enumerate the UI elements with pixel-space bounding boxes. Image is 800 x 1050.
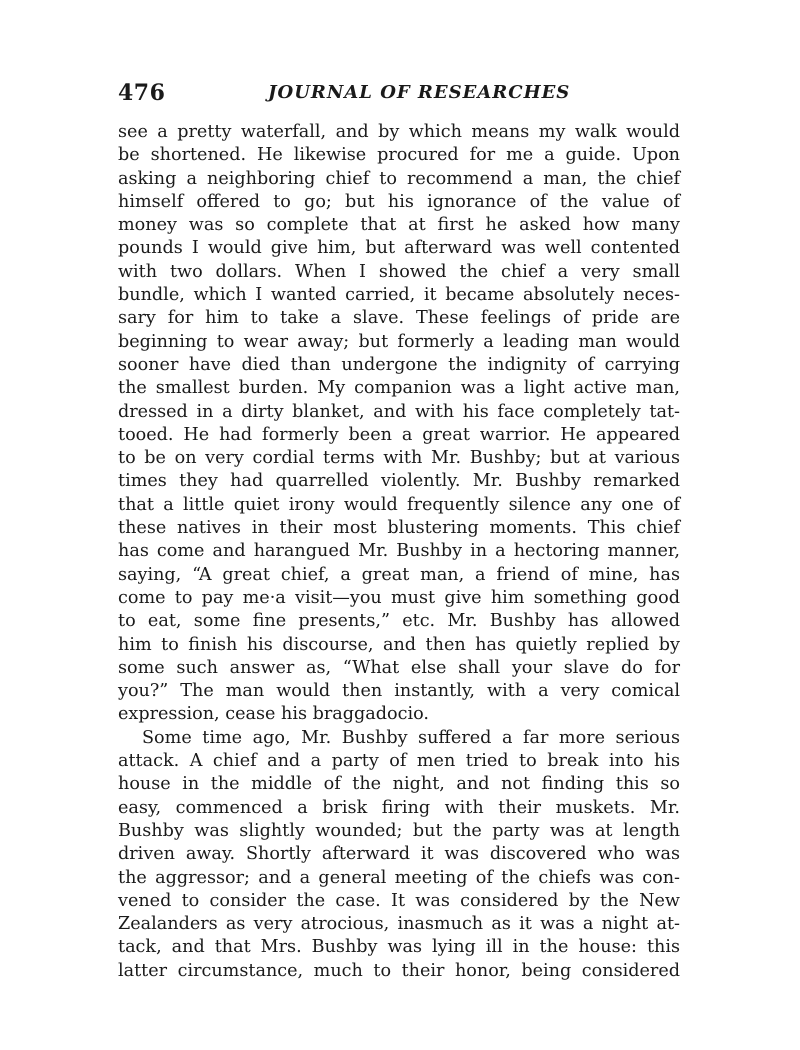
text-line: asking a neighboring chief to recommend a man, the chief bbox=[118, 168, 680, 189]
paragraph bbox=[118, 121, 680, 727]
text-line: Bushby was slightly wounded; but the party was at length bbox=[118, 820, 680, 841]
text-line: be shortened. He likewise procured for me a guide. Upon bbox=[118, 145, 680, 166]
text-line: sooner have died than undergone the indignity of carrying bbox=[118, 354, 680, 375]
text-line: Zealanders as very atrocious, inasmuch as it was a night at- bbox=[118, 914, 680, 935]
text-line: saying, “A great chief, a great man, a friend of mine, has bbox=[118, 564, 680, 585]
running-title: JOURNAL OF RESEARCHES bbox=[268, 82, 571, 103]
text-line: house in the middle of the night, and not finding this so bbox=[118, 774, 680, 795]
text-line: the aggressor; and a general meeting of the chiefs was con- bbox=[118, 867, 680, 888]
text-line: pounds I would give him, but afterward was well contented bbox=[118, 238, 680, 259]
text-line: these natives in their most blustering moments. This chief bbox=[118, 518, 680, 539]
text-line: money was so complete that at first he asked how many bbox=[118, 215, 680, 236]
text-line: you?” The man would then instantly, with a very comical bbox=[118, 681, 680, 702]
text-line: expression, cease his braggadocio. bbox=[118, 704, 429, 725]
text-line: latter circumstance, much to their honor, being considered bbox=[118, 960, 680, 981]
text-line: tooed. He had formerly been a great warrior. He appeared bbox=[118, 424, 680, 445]
text-line: himself offered to go; but his ignorance of the value of bbox=[118, 191, 680, 212]
text-line: dressed in a dirty blanket, and with his face completely tat- bbox=[118, 401, 680, 422]
text-line: come to pay me·a visit—you must give him something good bbox=[118, 587, 680, 608]
text-line: beginning to wear away; but formerly a leading man would bbox=[118, 331, 680, 352]
text-line: driven away. Shortly afterward it was discovered who was bbox=[118, 844, 680, 865]
text-line: tack, and that Mrs. Bushby was lying ill in the house: this bbox=[118, 937, 680, 958]
text-line: has come and harangued Mr. Bushby in a hectoring manner, bbox=[118, 541, 680, 562]
text-line: sary for him to take a slave. These feelings of pride are bbox=[118, 308, 680, 329]
paragraph bbox=[118, 727, 680, 983]
text-line: with two dollars. When I showed the chief a very small bbox=[118, 261, 680, 282]
body-text bbox=[118, 121, 680, 983]
text-line: attack. A chief and a party of men tried to break into his bbox=[118, 751, 680, 772]
page-number: 476 bbox=[118, 80, 166, 106]
text-line: easy, commenced a brisk firing with their muskets. Mr. bbox=[118, 797, 680, 818]
text-line: see a pretty waterfall, and by which means my walk would bbox=[118, 122, 680, 142]
text-line: to be on very cordial terms with Mr. Bushby; but at various bbox=[118, 448, 680, 469]
text-line: Some time ago, Mr. Bushby suffered a far more serious bbox=[142, 727, 680, 748]
text-line: the smallest burden. My companion was a light active man, bbox=[118, 378, 680, 399]
text-line: some such answer as, “What else shall your slave do for bbox=[118, 657, 680, 678]
text-line: vened to consider the case. It was considered by the New bbox=[118, 890, 680, 911]
text-line: him to finish his discourse, and then has quietly replied by bbox=[118, 634, 680, 655]
text-line: times they had quarrelled violently. Mr. Bushby remarked bbox=[118, 471, 680, 492]
running-head bbox=[118, 80, 678, 110]
text-line: bundle, which I wanted carried, it became absolutely neces- bbox=[118, 285, 680, 306]
text-line: that a little quiet irony would frequently silence any one of bbox=[118, 494, 680, 515]
text-line: to eat, some fine presents,” etc. Mr. Bushby has allowed bbox=[118, 611, 680, 632]
